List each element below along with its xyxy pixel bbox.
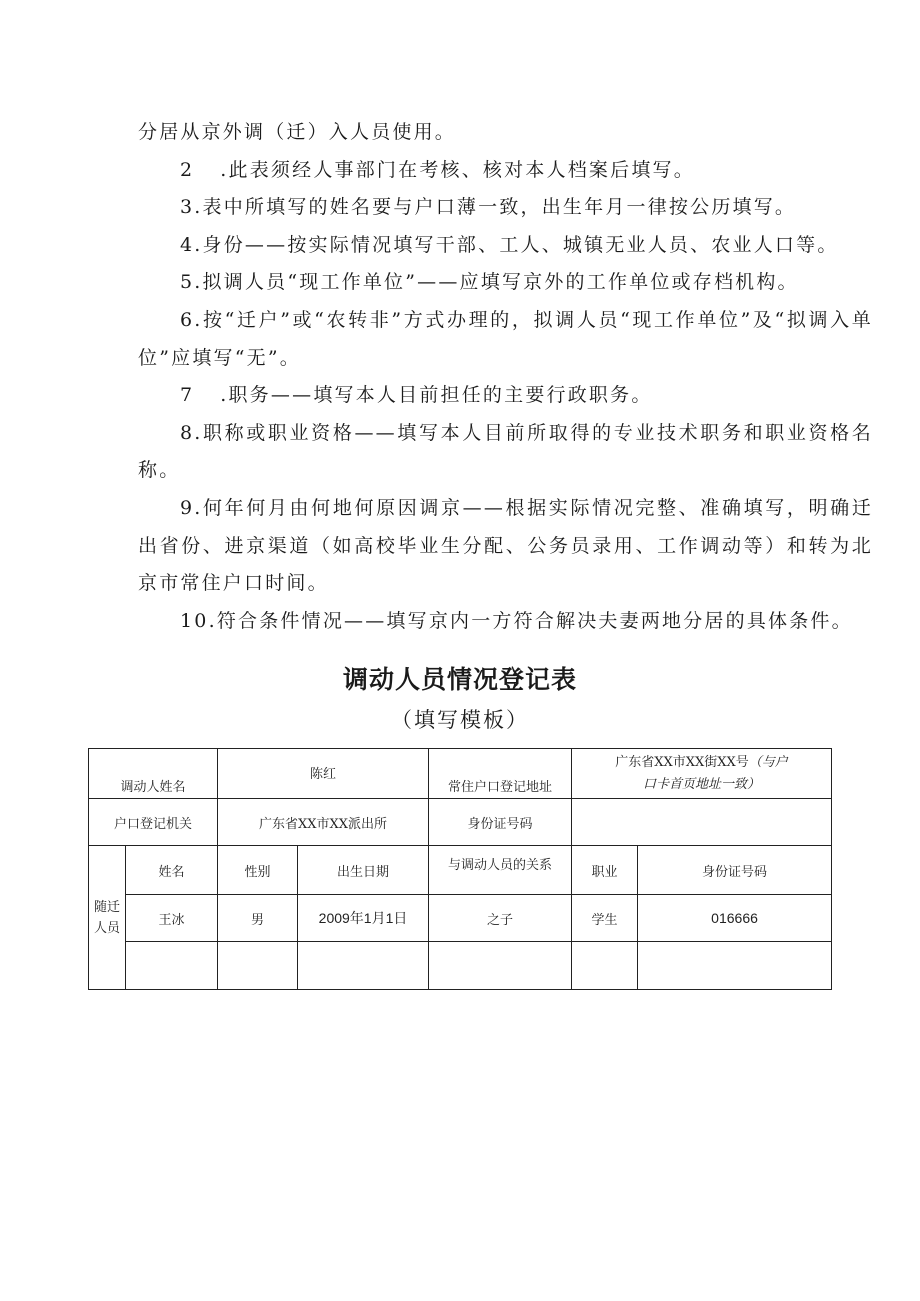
address-text: 广东省XX市XX街XX号: [615, 754, 749, 770]
table-cell[interactable]: [298, 942, 429, 990]
column-header: 出生日期: [298, 846, 429, 895]
note-item-3: 3.表中所填写的姓名要与户口薄一致，出生年月一律按公历填写。: [180, 196, 797, 219]
table-cell[interactable]: 学生: [572, 895, 638, 942]
note-item-8: 8.职称或职业资格——填写本人目前所取得的专业技术职务和职业资格名称。: [138, 421, 873, 482]
note-item-10: 10.符合条件情况——填写京内一方符合解决夫妻两地分居的具体条件。: [180, 609, 853, 632]
dependents-label-line2: 人员: [93, 920, 120, 936]
form-title: 调动人员情况登记表: [342, 665, 577, 694]
note-item-6: 6.按“迁户”或“农转非”方式办理的，拟调人员“现工作单位”及“拟调入单位”应填写“无”。: [138, 308, 873, 369]
table-cell[interactable]: 016666: [638, 895, 832, 942]
address-value[interactable]: [572, 749, 832, 799]
table-cell[interactable]: 男: [218, 895, 298, 942]
name-value[interactable]: 陈红: [218, 749, 429, 799]
form-row-name: [89, 749, 832, 799]
registry-value[interactable]: 广东省XX市XX派出所: [218, 799, 429, 846]
table-cell[interactable]: [126, 942, 218, 990]
note-item-5: 5.拟调人员“现工作单位”——应填写京外的工作单位或存档机构。: [180, 271, 799, 294]
note-item-7-number: 7: [180, 384, 195, 407]
id-number-value[interactable]: [572, 799, 832, 846]
name-label: 调动人姓名: [89, 749, 218, 799]
column-header: 职业: [572, 846, 638, 895]
address-note-start: （与户: [748, 754, 788, 770]
form-subtitle: （填写模板）: [391, 708, 529, 732]
registry-label: 户口登记机关: [89, 799, 218, 846]
dependents-header-row: [89, 846, 832, 895]
table-cell[interactable]: [638, 942, 832, 990]
note-item-4: 4.身份——按实际情况填写干部、工人、城镇无业人员、农业人口等。: [180, 233, 839, 256]
table-cell[interactable]: [218, 942, 298, 990]
note-item-2: [138, 152, 873, 190]
note-item-9: 9.何年何月由何地何原因调京——根据实际情况完整、准确填写，明确迁出省份、进京渠道（如高校毕业生分配、公务员录用、工作调动等）和转为北京市常住户口时间。: [138, 496, 873, 595]
dependents-label: [89, 846, 126, 990]
instructions-section: [138, 114, 873, 640]
column-header: 性别: [218, 846, 298, 895]
note-line-0: 分居从京外调（迁）入人员使用。: [138, 121, 457, 143]
column-header: 姓名: [126, 846, 218, 895]
note-item-2-number: 2: [180, 158, 195, 181]
table-row: [89, 895, 832, 942]
column-header: 身份证号码: [638, 846, 832, 895]
registration-form-table: [88, 748, 832, 990]
note-item-7: [138, 377, 873, 415]
note-item-2-text: .此表须经人事部门在考核、核对本人档案后填写。: [220, 158, 695, 181]
note-item-7-text: .职务——填写本人目前担任的主要行政职务。: [220, 384, 653, 407]
column-header: 与调动人员的关系: [429, 846, 572, 895]
table-cell[interactable]: 之子: [429, 895, 572, 942]
address-note-end: 口卡首页地址一致）: [643, 776, 761, 792]
dependents-label-line1: 随迁: [93, 899, 120, 915]
form-row-registry: [89, 799, 832, 846]
table-row: [89, 942, 832, 990]
table-cell[interactable]: [429, 942, 572, 990]
address-label: 常住户口登记地址: [429, 749, 572, 799]
table-cell[interactable]: 2009年1月1日: [298, 895, 429, 942]
id-number-label: 身份证号码: [429, 799, 572, 846]
table-cell[interactable]: 王冰: [126, 895, 218, 942]
table-cell[interactable]: [572, 942, 638, 990]
